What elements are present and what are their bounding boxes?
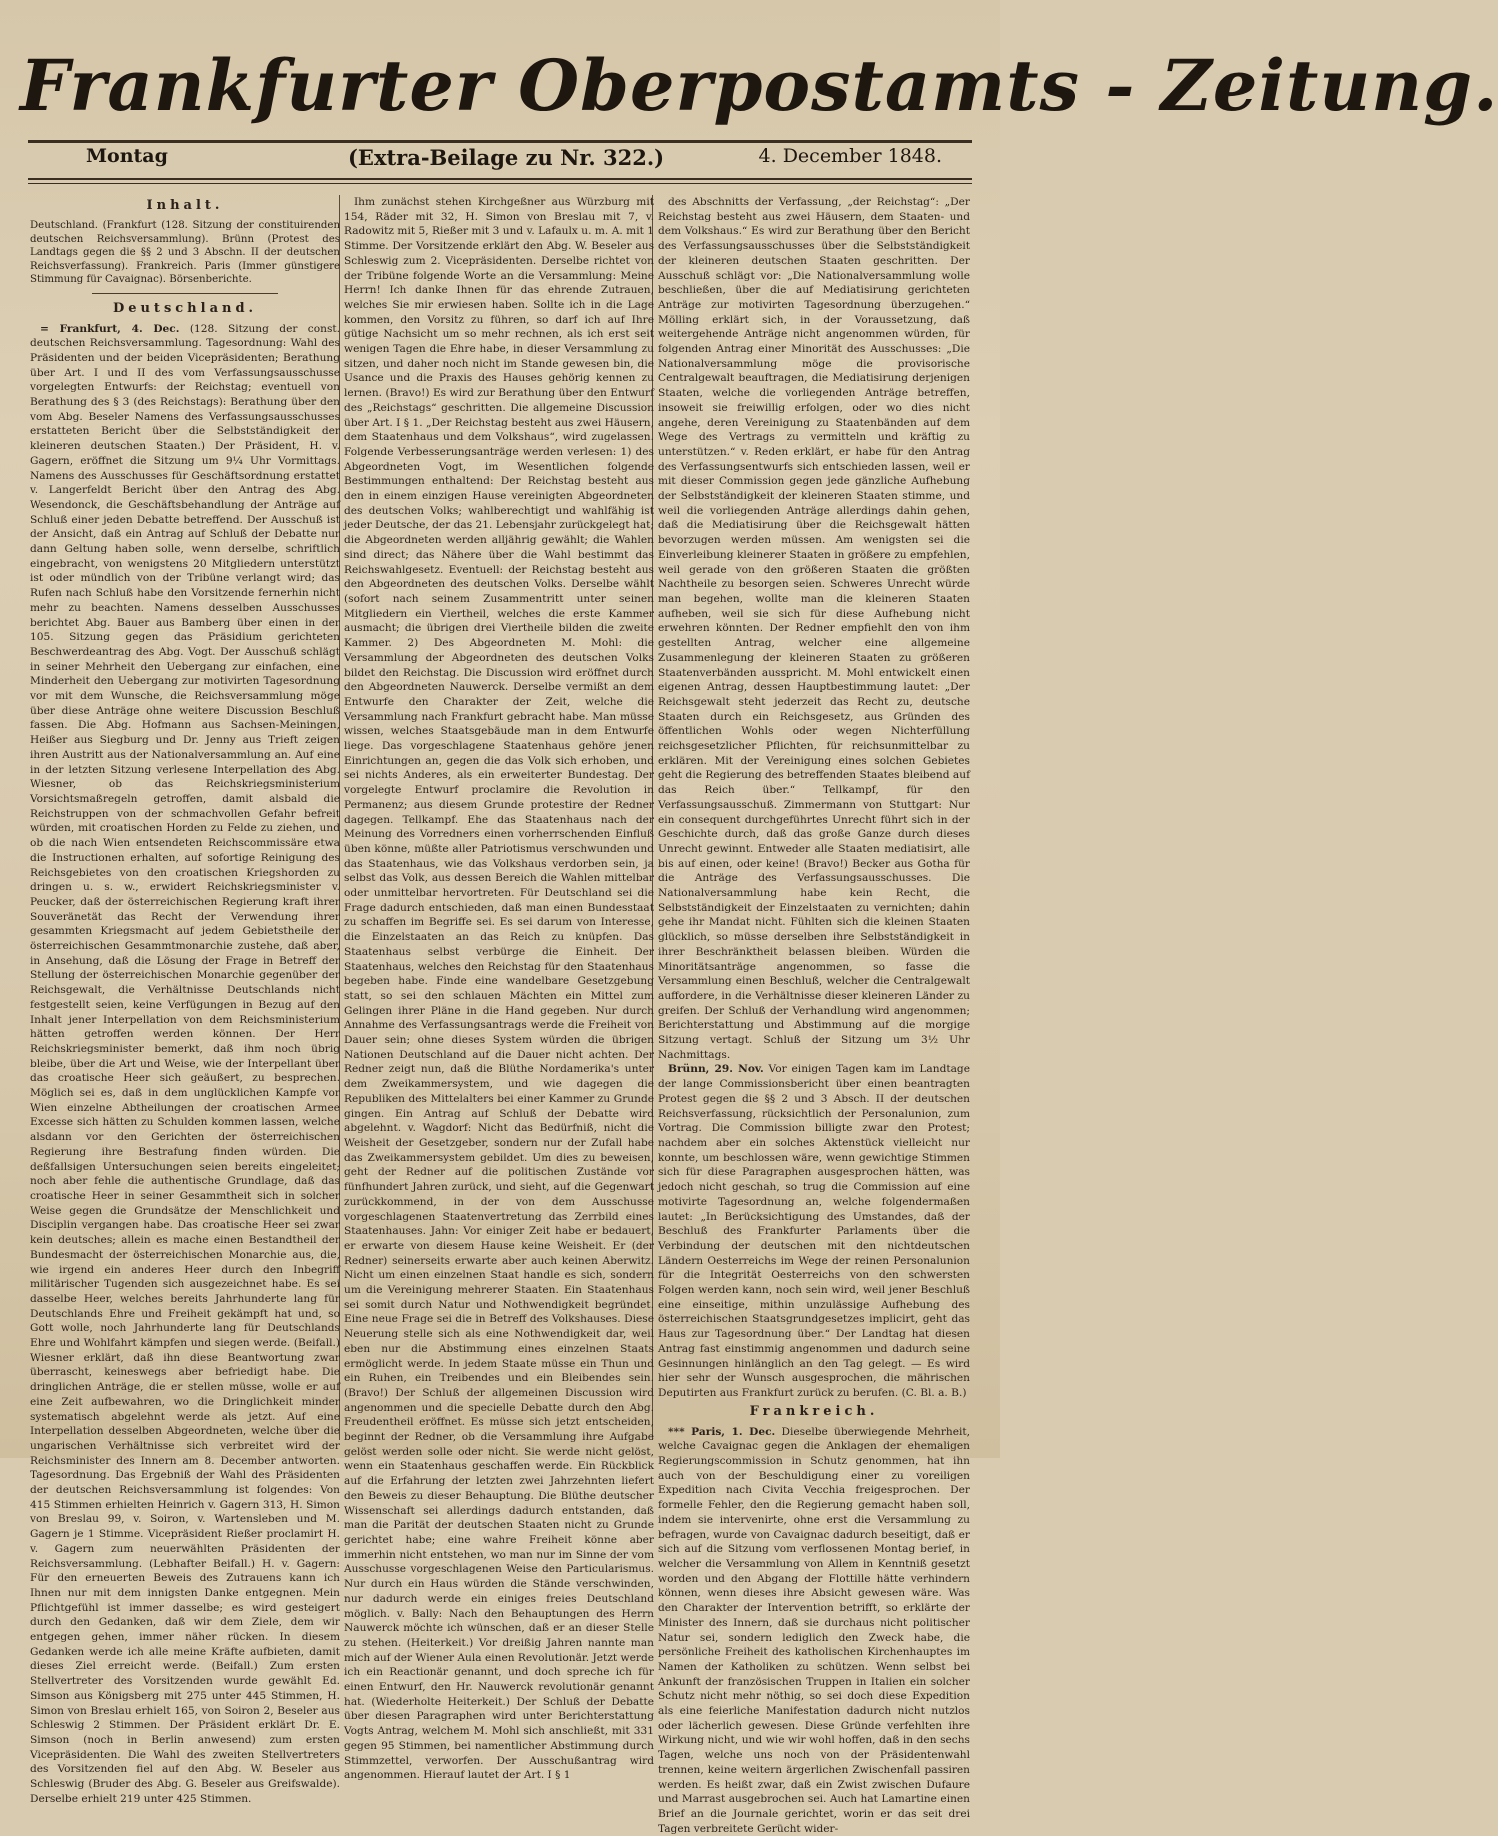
issue-line [28, 145, 972, 171]
article-frankfurt [30, 322, 340, 1807]
issue-date: 4. December 1848. [758, 145, 942, 167]
article-bruenn-dateline: Brünn, 29. Nov. [668, 1063, 764, 1076]
issue-rule-thin [28, 183, 972, 184]
column-2 [344, 195, 654, 1782]
deutschland-heading: Deutschland. [112, 300, 258, 316]
column-1 [30, 195, 341, 1805]
frankreich-heading: Frankreich. [749, 1403, 879, 1419]
issue-day: Montag [86, 145, 168, 167]
article-frankfurt-body: (128. Sitzung der const. deutschen Reichsversammlung. Tagesordnung: Wahl des Präsidenten und der beiden Vicepräsidenten; Berathung über Art. I und II des vom Verfassungsausschusse vorgelegten Entwurfs: der Reichstag; eventuell von Berathung des § 3 (des Reichstags): Berathung über den vom Abg. Beseler Namens des Verfassungsausschusses erstatteten Bericht über die Selbstständigkeit der kleineren deutschen Staaten.) Der Präsident, H. v. Gagern, eröffnet die Sitzung um 9¼ Uhr Vormittags. Namens des Ausschusses für Geschäftsordnung erstattet v. Langerfeldt Bericht über den Antrag des Abg. Wesendonck, die Geschäftsbehandlung der Anträge auf Schluß einer jeden Debatte betreffend. Der Ausschuß ist der Ansicht, daß ein Antrag auf Schluß der Debatte nur dann Geltung haben solle, wenn derselbe, schriftlich eingebracht, von wenigstens 20 Mitgliedern unterstützt ist oder mündlich von der Tribüne verlangt wird; das Rufen nach Schluß habe den Vorsitzende fernerhin nicht mehr zu beachten. Namens desselben Ausschusses berichtet Abg. Bauer aus Bamberg über einen in der 105. Sitzung gegen das Präsidium gerichteten Beschwerdeantrag des Abg. Vogt. Der Ausschuß schlägt in seiner Mehrheit den Uebergang zur einfachen, eine Minderheit den Uebergang zur motivirten Tagesordnung vor mit dem Wunsche, die Reichsversammlung möge über diese Anträge ohne weitere Discussion Beschluß fassen. Die Abg. Hofmann aus Sachsen-Meiningen, Heißer aus Siegburg und Dr. Jenny aus Trieft zeigen ihren Austritt aus der Nationalversammlung an. Auf eine in der letzten Sitzung verlesene Interpellation des Abg. Wiesner, ob das Reichskriegsministerium Vorsichtsmaßregeln getroffen, damit alsbald die Reichstruppen von der schmachvollen Gefahr befreit würden, mit croatischen Horden zu Felde zu ziehen, und ob die nach Wien entsendeten Reichscommissäre etwa die Instructionen erhalten, auf sofortige Reinigung des Reichsgebietes von den croatischen Kriegshorden zu dringen u. s. w., erwidert Reichskriegsminister v. Peucker, daß der österreichischen Regierung kraft ihrer Souveränetät das Recht der Verwendung ihrer gesammten Kriegsmacht auf jedem Gebietstheile der österreichischen Gesammtmonarchie zustehe, daß aber, in Ansehung, daß die Lösung der Frage in Betreff der Stellung der österreichischen Monarchie gegenüber der Reichsgewalt, die Verhältnisse Deutschlands nicht festgestellt seien, keine Verfügungen in Bezug auf den Inhalt jener Interpellation von dem Reichsministerium hätten getroffen werden können. Der Herr Reichskriegsminister bemerkt, daß ihm noch übrig bleibe, über die Art und Weise, wie der Interpellant über das croatische Heer sich geäußert, zu besprechen. Möglich sei es, daß in dem unglücklichen Kampfe vor Wien einzelne Abtheilungen der croatischen Armee Excesse sich hätten zu Schulden kommen lassen, welche alsdann vor den Gerichten der österreichischen Regierung ihre Bestrafung finden würden. Die deßfallsigen Untersuchungen seien bereits eingeleitet; noch aber fehle die authentische Grundlage, daß das croatische Heer in seiner Gesammtheit sich in solcher Weise gegen die Grundsätze der Menschlichkeit und Disciplin vergangen habe. Das croatische Heer sei zwar kein deutsches; allein es mache einen Bestandtheil der Bundesmacht der österreichischen Monarchie aus, die, wie irgend ein anderes Heer durch den Inbegriff militärischer Tugenden sich ausgezeichnet habe. Es sei dasselbe Heer, welches bereits Jahrhunderte lang für Deutschlands Ehre und Freiheit gekämpft hat und, so Gott wolle, noch Jahrhunderte lang für Deutschlands Ehre und Wohlfahrt kämpfen und siegen werde. (Beifall.) Wiesner erklärt, daß ihn diese Beantwortung zwar überrascht, keineswegs aber befriedigt habe. Die dringlichen Anträge, die er stellen müsse, wolle er auf eine Zeit aufbewahren, wo die Dringlichkeit minder systematisch abgelehnt werde als jetzt. Auf eine Interpellation desselben Abgeordneten, welche über die ungarischen Verhältnisse sich verbreitet wird der Reichsminister des Innern am 8. December antworten. Tagesordnung. Das Ergebniß der Wahl des Präsidenten der deutschen Reichsversammlung ist folgendes: Von 415 Stimmen erhielten Heinrich v. Gagern 313, H. Simon von Breslau 99, v. Soiron, v. Wartensleben und M. Gagern je 1 Stimme. Vicepräsident Rießer proclamirt H. v. Gagern zum neuerwählten Präsidenten der Reichsversammlung. (Lebhafter Beifall.) H. v. Gagern: Für den erneuerten Beweis des Zutrauens kann ich Ihnen nur mit dem innigsten Danke entgegnen. Mein Pflichtgefühl ist immer dasselbe; es wird gesteigert durch den Gedanken, daß wir dem Ziele, dem wir entgegen gehen, immer näher rücken. In diesem Gedanken werde ich alle meine Kräfte aufbieten, damit dieses Ziel erreicht werde. (Beifall.) Zum ersten Stellvertreter des Vorsitzenden wurde gewählt Ed. Simson aus Königsberg mit 275 unter 445 Stimmen, H. Simon von Breslau erhielt 165, von Soiron 2, Beseler aus Schleswig 2 Stimmen. Der Präsident erklärt Dr. E. Simson (noch in Berlin anwesend) zum ersten Vicepräsidenten. Die Wahl des zweiten Stellvertreters des Vorsitzenden fiel auf den Abg. W. Beseler aus Schleswig (Bruder des Abg. G. Beseler aus Greifswalde). Derselbe erhielt 219 unter 425 Stimmen. [30, 322, 341, 1805]
section-rule [92, 293, 278, 294]
article-frankfurt-dateline: = Frankfurt, 4. Dec. [40, 322, 180, 335]
masthead-title-text: Frankfurter Oberpostamts - Zeitung. [20, 44, 1498, 127]
article-bruenn-body: Vor einigen Tagen kam im Landtage der lange Commissionsbericht über einen beantragten Protest gegen die §§ 2 und 3 Absch. II der deutschen Reichsverfassung, rücksichtlich der Personalunion, zum Vortrag. Die Commission billigte zwar den Protest; nachdem aber ein solches Aktenstück vielleicht nur konnte, um beschlossen wäre, wenn gewichtige Stimmen sich für diese Paragraphen ausgesprochen hätten, was jedoch nicht geschah, so trug die Commission auf eine motivirte Tagesordnung an, welche folgendermaßen lautet: „In Berücksichtigung des Umstandes, daß der Beschluß des Frankfurter Parlaments über die Verbindung der deutschen mit den nichtdeutschen Ländern Oesterreichs im Wege der reinen Personalunion für die Integrität Oesterreichs von den schwersten Folgen werden kann, noch sein wird, weil jener Beschluß eine einseitige, mithin unzulässige Aufhebung des österreichischen Staatsgrundgesetzes implicirt, geht das Haus zur Tagesordnung über.“ Der Landtag hat diesen Antrag fast einstimmig angenommen und dadurch seine Gesinnungen hinlänglich an den Tag gelegt. — Es wird hier sehr der Wunsch ausgesprochen, die mährischen Deputirten aus Frankfurt zurück zu berufen. (C. Bl. a. B.) [658, 1063, 970, 1399]
article-paris [658, 1425, 970, 1836]
issue-supplement: (Extra-Beilage zu Nr. 322.) [348, 145, 665, 170]
article-frankfurt-conclusion: des Abschnitts der Verfassung, „der Reichstag“: „Der Reichstag besteht aus zwei Häusern, dem Staaten- und dem Volkshaus.“ Es wird zur Berathung über den Bericht des Verfassungsausschusses über die Selbstständigkeit der kleineren deutschen Staaten geschritten. Der Ausschuß schlägt vor: „Die Nationalversammlung wolle beschließen, über die auf Mediatisirung gerichteten Anträge zur motivirten Tagesordnung überzugehen.“ Mölling erklärt sich, in der Voraussetzung, daß weitergehende Anträge nicht angenommen würden, für folgenden Antrag einer Minorität des Ausschusses: „Die Nationalversammlung möge die provisorische Centralgewalt beauftragen, die Mediatisirung derjenigen Staaten, welche die vorliegenden Anträge betreffen, insoweit sie freiwillig erfolgen, oder wo dies nicht angehe, deren Vereinigung zu Staatenbänden auf dem Wege des Vertrags zu vermitteln und kräftig zu unterstützen.“ v. Reden erklärt, er habe für den Antrag des Verfassungsentwurfs sich entschieden lassen, weil er mit dieser Commission gegen jede gänzliche Aufhebung der Selbstständigkeit der kleineren Staaten stimme, und weil die vorliegenden Anträge allerdings dahin gehen, daß die Mediatisirung über die Reichsgewalt hätten bevorzugen werden müssen. Am wenigsten sei die Einverleibung kleinerer Staaten in größere zu empfehlen, weil gerade von den größeren Staaten die größten Nachtheile zu besorgen seien. Schweres Unrecht würde man begehen, wollte man die kleineren Staaten aufheben, weil sie sich für diese Aufhebung nicht erwehren könnten. Der Redner empfiehlt den von ihm gestellten Antrag, welcher eine allgemeine Zusammenlegung der kleineren Staaten zu größeren Staatenverbänden ausspricht. M. Mohl entwickelt einen eigenen Antrag, dessen Hauptbestimmung lautet: „Der Reichsgewalt steht jederzeit das Recht zu, deutsche Staaten durch ein Reichsgesetz, aus Gründen des öffentlichen Wohls oder wegen Nichterfüllung reichsgesetzlicher Pflichten, für reichsunmittelbar zu erklären. Mit der Vereinigung eines solchen Gebietes geht die Regierung des betreffenden Staates bleibend auf das Reich über.“ Tellkampf, für den Verfassungsausschuß. Zimmermann von Stuttgart: Nur ein consequent durchgeführtes Unrecht führt sich in der Geschichte durch, daß das große Ganze durch dieses Unrecht gewinnt. Entweder alle Staaten mediatisirt, alle bis auf einen, oder keine! (Bravo!) Becker aus Gotha für die Anträge des Verfassungsausschusses. Die Nationalversammlung habe kein Recht, die Selbstständigkeit der Einzelstaaten zu vernichten; dahin gehe ihr Mandat nicht. Fühlten sich die kleinen Staaten glücklich, so müsse derselben ihre Selbstständigkeit in ihrer Beschränktheit belassen bleiben. Würden die Minoritätsanträge angenommen, so fasse die Versammlung einen Beschluß, welcher die Centralgewalt auffordere, in die Verhältnisse dieser kleineren Länder zu greifen. Der Schluß der Verhandlung wird angenommen; Berichterstattung und Abstimmung auf die morgige Sitzung vertagt. Schluß der Sitzung um 3½ Uhr Nachmittags. [658, 196, 970, 1061]
issue-rule-thick [28, 178, 972, 180]
article-frankfurt-continued: Ihm zunächst stehen Kirchgeßner aus Würzburg mit 154, Räder mit 32, H. Simon von Breslau mit 7, v. Radowitz mit 5, Rießer mit 3 und v. Lafaulx u. m. A. mit 1 Stimme. Der Vorsitzende erklärt den Abg. W. Beseler aus Schleswig zum 2. Vicepräsidenten. Derselbe richtet von der Tribüne folgende Worte an die Versammlung: Meine Herrn! Ich danke Ihnen für das ehrende Zutrauen, welches Sie mir erwiesen haben. Sollte ich in die Lage kommen, den Vorsitz zu führen, so darf ich auf Ihre gütige Nachsicht um so mehr rechnen, als ich erst seit wenigen Tagen die Ehre habe, in dieser Versammlung zu sitzen, und daher noch nicht im Stande gewesen bin, die Usance und die Praxis des Hauses gehörig kennen zu lernen. (Bravo!) Es wird zur Berathung über den Entwurf des „Reichstags“ geschritten. Die allgemeine Discussion über Art. I § 1. „Der Reichstag besteht aus zwei Häusern, dem Staatenhaus und dem Volkshaus“, wird zugelassen. Folgende Verbesserungsanträge werden verlesen: 1) des Abgeordneten Vogt, im Wesentlichen folgende Bestimmungen enthaltend: Der Reichstag besteht aus den in einem einzigen Hause vereinigten Abgeordneten des deutschen Volks; wahlberechtigt und wahlfähig ist jeder Deutsche, der das 21. Lebensjahr zurückgelegt hat; die Abgeordneten werden alljährig gewählt; die Wahlen sind direct; das Nähere über die Wahl bestimmt das Reichswahlgesetz. Eventuell: der Reichstag besteht aus den Abgeordneten des deutschen Volks. Derselbe wählt (sofort nach seinem Zusammentritt unter seinen Mitgliedern ein Viertheil, welches die erste Kammer ausmacht; die übrigen drei Viertheile bilden die zweite Kammer. 2) Des Abgeordneten M. Mohl: die Versammlung der Abgeordneten des deutschen Volks bildet den Reichstag. Die Discussion wird eröffnet durch den Abgeordneten Nauwerck. Derselbe vermißt an dem Entwurfe den Charakter der Zeit, welche die Versammlung nach Frankfurt gebracht habe. Man müsse wissen, welches Staatsgebäude man in dem Entwurfe liege. Das vorgeschlagene Staatenhaus gehöre jenen Einrichtungen an, gegen die das Volk sich erhoben, und sei nichts Anderes, als ein erweiterter Bundestag. Der vorgelegte Entwurf proclamire die Revolution in Permanenz; aus diesem Grunde protestire der Redner dagegen. Tellkampf. Ehe das Staatenhaus nach der Meinung des Vorredners einen vorherrschenden Einfluß üben könne, müßte aller Patriotismus verschwunden und das Staatenhaus, wie das Volkshaus verdorben sein, ja selbst das Volk, aus dessen Bereich die Wahlen mittelbar oder unmittelbar hervortreten. Für Deutschland sei die Frage dadurch entschieden, daß man einen Bundesstaat zu schaffen im Begriffe sei. Es sei darum von Interesse, die Einzelstaaten an das Reich zu knüpfen. Das Staatenhaus selbst verbürge die Einheit. Der Staatenhaus, welches den Reichstag für den Staatenhaus begeben habe. Finde eine wandelbare Gesetzgebung statt, so sei den schlauen Mächten ein Mittel zum Gelingen ihrer Pläne in die Hand gegeben. Nur durch Annahme des Verfassungsantrags werde die Freiheit von Dauer sein; ohne dieses System würden die übrigen Nationen Deutschland auf die Dauer nicht achten. Der Redner zeigt nun, daß die Blüthe Nordamerika's unter dem Zweikammersystem, und wie dagegen die Republiken des Mittelalters bei einer Kammer zu Grunde gingen. Ein Antrag auf Schluß der Debatte wird abgelehnt. v. Wagdorf: Nicht das Bedürfniß, nicht die Weisheit der Gesetzgeber, sondern nur der Zufall habe das Zweikammersystem gebildet. Um dies zu beweisen, geht der Redner auf die politischen Zustände vor fünfhundert Jahren zurück, und sieht, auf die Gegenwart zurückkommend, in der von dem Ausschusse vorgeschlagenen Staatenvertretung das Zerrbild eines Staatenhauses. Jahn: Vor einiger Zeit habe er bedauert, er erwarte von diesem Hause keine Weisheit. Er (der Redner) seinerseits erwarte aber auch keinen Aberwitz. Nicht um einen einzelnen Staat handle es sich, sondern um die Vereinigung mehrerer Staaten. Ein Staatenhaus sei somit durch Natur und Nothwendigkeit begründet. Eine neue Frage sei die in Betreff des Volkshauses. Diese Neuerung stelle sich als eine Nothwendigkeit dar, weil eben nur die Abstimmung eines einzelnen Staats ermöglicht werde. In jedem Staate müsse ein Thun und ein Ruhen, ein Treibendes und ein Bleibendes sein. (Bravo!) Der Schluß der allgemeinen Discussion wird angenommen und die specielle Debatte durch den Abg. Freudentheil eröffnet. Es müsse sich jetzt entscheiden, beginnt der Redner, ob die Versammlung ihre Aufgabe gelöst werden solle oder nicht. Sie werde nicht gelöst, wenn ein Staatenhaus geschaffen werde. Ein Rückblick auf die Erfahrung der letzten zwei Jahrzehnten liefert den Beweis zu dieser Behauptung. Die Blüthe deutscher Wissenschaft sei allerdings dadurch entstanden, daß man die Parität der deutschen Staaten nicht zu Grunde gerichtet habe; eine wahre Freiheit könne aber immerhin nicht entstehen, wo man nur im Sinne der vom Ausschusse vorgeschlagenen Weise den Particularismus. Nur durch ein Haus würden die Stände verschwinden, nur dadurch werde ein einiges freies Deutschland möglich. v. Bally: Nach den Behauptungen des Herrn Nauwerck möchte ich wünschen, daß er an dieser Stelle zu stehen. (Heiterkeit.) Vor dreißig Jahren nannte man mich auf der Wiener Aula einen Revolutionär. Jetzt werde ich ein Reactionär genannt, und doch spreche ich für einen Entwurf, den Hr. Nauwerck revolutionär genannt hat. (Wiederholte Heiterkeit.) Der Schluß der Debatte über diesen Paragraphen wird unter Berichterstattung Vogts Antrag, welchem M. Mohl sich anschließt, mit 331 gegen 95 Stimmen, bei namentlicher Abstimmung durch Stimmzettel, verworfen. Der Ausschußantrag wird angenommen. Hierauf lautet der Art. I § 1 [344, 196, 654, 1782]
article-paris-body: Dieselbe überwiegende Mehrheit, welche Cavaignac gegen die Anklagen der ehemaligen Regierungscommission in Schutz genommen, hat ihn auch von der Beschuldigung einer zu voreiligen Expedition nach Civita Vecchia freigesprochen. Der formelle Fehler, den die Regierung gemacht haben soll, indem sie intervenirte, ohne erst die Versammlung zu befragen, wurde von Cavaignac dadurch beseitigt, daß er sich auf die Sitzung vom verflossenen Montag berief, in welcher die Versammlung von Allem in Kenntniß gesetzt worden und den Abgang der Flottille hätte verhindern können, wenn dieses ihre Absicht gewesen wäre. Was den Charakter der Intervention betrifft, so erklärte der Minister des Innern, daß sie durchaus nicht politischer Natur sei, sondern lediglich den Zweck habe, die persönliche Freiheit des katholischen Kirchenhauptes im Namen der Katholiken zu schützen. Wenn selbst bei Ankunft der französischen Truppen in Italien ein solcher Schutz nicht mehr nöthig, so sei doch diese Expedition als eine feierliche Manifestation dadurch nicht nutzlos oder lächerlich gewesen. Diese Gründe verfehlten ihre Wirkung nicht, und wie wir wohl hoffen, daß in den sechs Tagen, welche uns noch von der Präsidentenwahl trennen, keine weitern ärgerlichen Zwischenfall passiren werden. Es heißt zwar, daß ein Zwist zwischen Dufaure und Marrast ausgebrochen sei. Auch hat Lamartine einen Brief an die Journale gerichtet, worin er das seit drei Tagen verbreitete Gerücht wider- [658, 1425, 970, 1835]
article-paris-dateline: *** Paris, 1. Dec. [668, 1425, 776, 1438]
table-of-contents: Deutschland. (Frankfurt (128. Sitzung der constituirenden deutschen Reichsversammlung). Brünn (Protest des Landtags gegen die §§ 2 und 3 Abschn. II der deutschen Reichsverfassung). Frankreich. Paris (Immer günstigere Stimmung für Cavaignac). Börsenberichte. [30, 220, 340, 285]
masthead-rule [28, 140, 972, 143]
column-3 [658, 195, 970, 1835]
masthead-title [20, 36, 1498, 136]
inhalt-heading: Inhalt. [146, 198, 224, 213]
article-bruenn [658, 1062, 970, 1400]
